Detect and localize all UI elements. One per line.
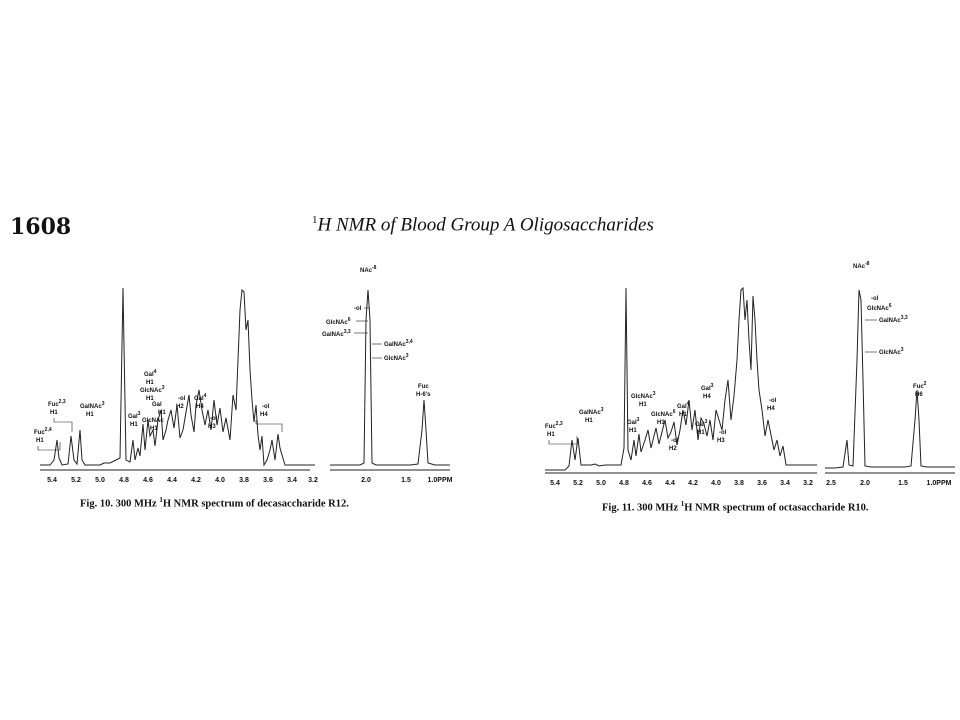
figure-11-inset [825, 261, 955, 487]
inset-tick-2-5: 2.5 [826, 480, 836, 487]
svg-text:-ol: -ol [871, 296, 879, 302]
tick-5-0: 5.0 [596, 480, 606, 487]
svg-text:GalNAc3,3: GalNAc$^{3,3}$ [322, 329, 351, 338]
title-text: H NMR of Blood Group A Oligosaccharides [317, 214, 654, 236]
main-ticks [47, 477, 318, 484]
inset-tick-2-0: 2.0 [361, 477, 371, 484]
svg-text:-ol: -ol [178, 396, 186, 402]
svg-text:H1: H1 [697, 430, 705, 436]
svg-text:Fuc: Fuc [418, 384, 429, 390]
inset-tick-1-0: 1.0PPM [926, 480, 952, 487]
galnac33-label [322, 329, 368, 338]
ol-h4-label [256, 404, 282, 432]
fuc-h6-label [416, 384, 431, 398]
svg-text:H2: H2 [176, 404, 184, 410]
tick-5-4: 5.4 [550, 480, 560, 487]
tick-3-4: 3.4 [780, 480, 790, 487]
svg-text:GlcNAc6: GlcNAc$^6$ [651, 409, 676, 418]
inset-tick-1-0: 1.0PPM [427, 477, 453, 484]
ol-inset-label [871, 296, 879, 302]
tick-5-4: 5.4 [47, 477, 57, 484]
tick-3-8: 3.8 [239, 477, 249, 484]
figure-11-caption: Fig. 11. 300 MHz $^1$H NMR spectrum of octasaccharide R10. [602, 500, 869, 514]
svg-text:NAc-8: NAc$^{-8}$ [360, 265, 377, 274]
svg-text:H1: H1 [146, 380, 154, 386]
gal4-label [144, 369, 157, 386]
ol-h2-label [176, 396, 186, 410]
figure-10-spectrum [30, 260, 453, 490]
tick-3-2: 3.2 [803, 480, 813, 487]
gal4-h4-label [194, 393, 207, 410]
svg-text:-ol: -ol [354, 306, 362, 312]
svg-text:H1: H1 [36, 438, 44, 444]
tick-4-2: 4.2 [191, 477, 201, 484]
tick-3-2: 3.2 [308, 477, 318, 484]
tick-4-8: 4.8 [119, 477, 129, 484]
svg-text:GlcNAc3: GlcNAc$^3$ [384, 353, 409, 362]
svg-text:H1: H1 [146, 396, 154, 402]
svg-text:Gal4: Gal$^4$ [194, 393, 207, 402]
svg-text:-ol: -ol [719, 430, 727, 436]
svg-text:Gal3: Gal$^3$ [701, 383, 714, 392]
figure-11 [535, 260, 955, 490]
svg-text:GlcNAc6: GlcNAc$^6$ [326, 317, 351, 326]
figure-11-spectrum [535, 260, 955, 490]
galnac33-label [865, 315, 908, 324]
svg-text:H1: H1 [639, 402, 647, 408]
svg-text:GalNAc3: GalNAc$^3$ [579, 407, 604, 416]
glcnac3-label [631, 391, 656, 408]
tick-5-2: 5.2 [573, 480, 583, 487]
svg-text:H1: H1 [657, 420, 665, 426]
svg-text:H1: H1 [130, 422, 138, 428]
main-baseline [545, 288, 817, 470]
svg-text:H1: H1 [50, 410, 58, 416]
main-baseline [40, 288, 315, 465]
svg-text:NAc-8: NAc$^{-8}$ [853, 261, 870, 270]
glcnac3-inset-label [372, 353, 409, 362]
svg-text:Fuc2,3: Fuc$^{2,3}$ [545, 421, 563, 430]
tick-4-6: 4.6 [642, 480, 652, 487]
inset-tick-1-5: 1.5 [898, 480, 908, 487]
svg-text:H4: H4 [196, 404, 204, 410]
svg-text:GlcNAc3: GlcNAc$^3$ [631, 391, 656, 400]
tick-3-6: 3.6 [757, 480, 767, 487]
svg-text:H1: H1 [679, 412, 687, 418]
svg-text:Gal: Gal [152, 402, 162, 408]
figure-11-peak-labels [545, 383, 777, 452]
galnac34-label [372, 339, 413, 348]
svg-text:H4: H4 [767, 406, 775, 412]
gal3-h4-label [701, 383, 714, 400]
tick-4-0: 4.0 [711, 480, 721, 487]
svg-text:GlcNAc6: GlcNAc$^6$ [867, 303, 892, 312]
svg-text:Fuc2,3: Fuc$^{2,3}$ [48, 399, 66, 408]
svg-text:GalNAc3,3: GalNAc$^{3,3}$ [879, 315, 908, 324]
page-number: 1608 [10, 214, 72, 240]
tick-4-4: 4.4 [167, 477, 177, 484]
svg-text:H1: H1 [629, 428, 637, 434]
tick-4-2: 4.2 [688, 480, 698, 487]
svg-text:GalNAc3: GalNAc$^3$ [80, 401, 105, 410]
svg-text:H-6's: H-6's [416, 392, 431, 398]
gal3-label [627, 417, 640, 434]
svg-text:-ol: -ol [769, 398, 777, 404]
tick-4-8: 4.8 [619, 480, 629, 487]
title-superscript: 1 [312, 214, 318, 226]
figure-10-caption: Fig. 10. 300 MHz $^1$H NMR spectrum of decasaccharide R12. [80, 496, 349, 510]
figure-11-main-trace [545, 288, 817, 487]
svg-text:H4: H4 [260, 412, 268, 418]
glcnac-h1-label [142, 418, 164, 432]
svg-text:-ol: -ol [671, 438, 679, 444]
svg-text:GalNAc3,4: GalNAc$^{3,4}$ [384, 339, 413, 348]
svg-text:H1: H1 [585, 418, 593, 424]
tick-3-8: 3.8 [734, 480, 744, 487]
inset-tick-1-5: 1.5 [401, 477, 411, 484]
inset-tick-2-0: 2.0 [860, 480, 870, 487]
figure-10-inset [322, 265, 453, 484]
svg-text:Gal3: Gal$^3$ [627, 417, 640, 426]
ol-h4-label [767, 398, 777, 412]
svg-text:Fuc2,4: Fuc$^{2,4}$ [34, 427, 52, 436]
gal-label [152, 402, 166, 416]
nac-label [360, 265, 377, 274]
svg-text:GlcNAc3: GlcNAc$^3$ [140, 385, 165, 394]
svg-text:H3: H3 [717, 438, 725, 444]
tick-3-6: 3.6 [263, 477, 273, 484]
inset-trace [825, 290, 955, 468]
nac-label [853, 261, 870, 270]
svg-text:H1: H1 [547, 432, 555, 438]
tick-4-0: 4.0 [215, 477, 225, 484]
svg-text:H1: H1 [158, 410, 166, 416]
svg-text:Gal3: Gal$^3$ [695, 419, 708, 428]
svg-text:GlcNAc3: GlcNAc$^3$ [879, 347, 904, 356]
figure-10-main-trace [40, 288, 318, 484]
svg-text:-ol: -ol [262, 404, 270, 410]
svg-text:-ol: -ol [210, 416, 218, 422]
svg-text:H6: H6 [915, 392, 923, 398]
main-ticks [550, 480, 813, 487]
svg-text:H2: H2 [669, 446, 677, 452]
tick-4-4: 4.4 [665, 480, 675, 487]
gal3-label [128, 411, 141, 428]
gal3-h1-label [695, 419, 708, 436]
glcnac6-inset-label [867, 303, 892, 312]
svg-text:GlcNAc: GlcNAc [142, 418, 164, 424]
svg-text:H1: H1 [150, 426, 158, 432]
svg-text:Fuc2: Fuc$^2$ [913, 381, 927, 390]
fuc2-h6-label [913, 381, 927, 398]
page-title [312, 214, 654, 236]
glcnac3-inset-label [865, 347, 904, 356]
tick-4-6: 4.6 [143, 477, 153, 484]
glcnac6-label [651, 409, 676, 426]
tick-5-2: 5.2 [71, 477, 81, 484]
galnac3-label [579, 407, 604, 424]
galnac3-label [80, 401, 105, 418]
svg-text:Gal4: Gal$^4$ [144, 369, 157, 378]
svg-text:Gal3: Gal$^3$ [128, 411, 141, 420]
svg-text:Gal4: Gal$^4$ [677, 401, 690, 410]
glcnac3-label [140, 385, 165, 402]
figure-10 [30, 260, 453, 490]
svg-text:H1: H1 [86, 412, 94, 418]
svg-text:H3: H3 [208, 424, 216, 430]
svg-text:H4: H4 [703, 394, 711, 400]
glcnac6-label [326, 317, 368, 326]
ol-h3-label [717, 430, 727, 444]
tick-5-0: 5.0 [95, 477, 105, 484]
ol-inset-label [354, 306, 370, 312]
tick-3-4: 3.4 [287, 477, 297, 484]
